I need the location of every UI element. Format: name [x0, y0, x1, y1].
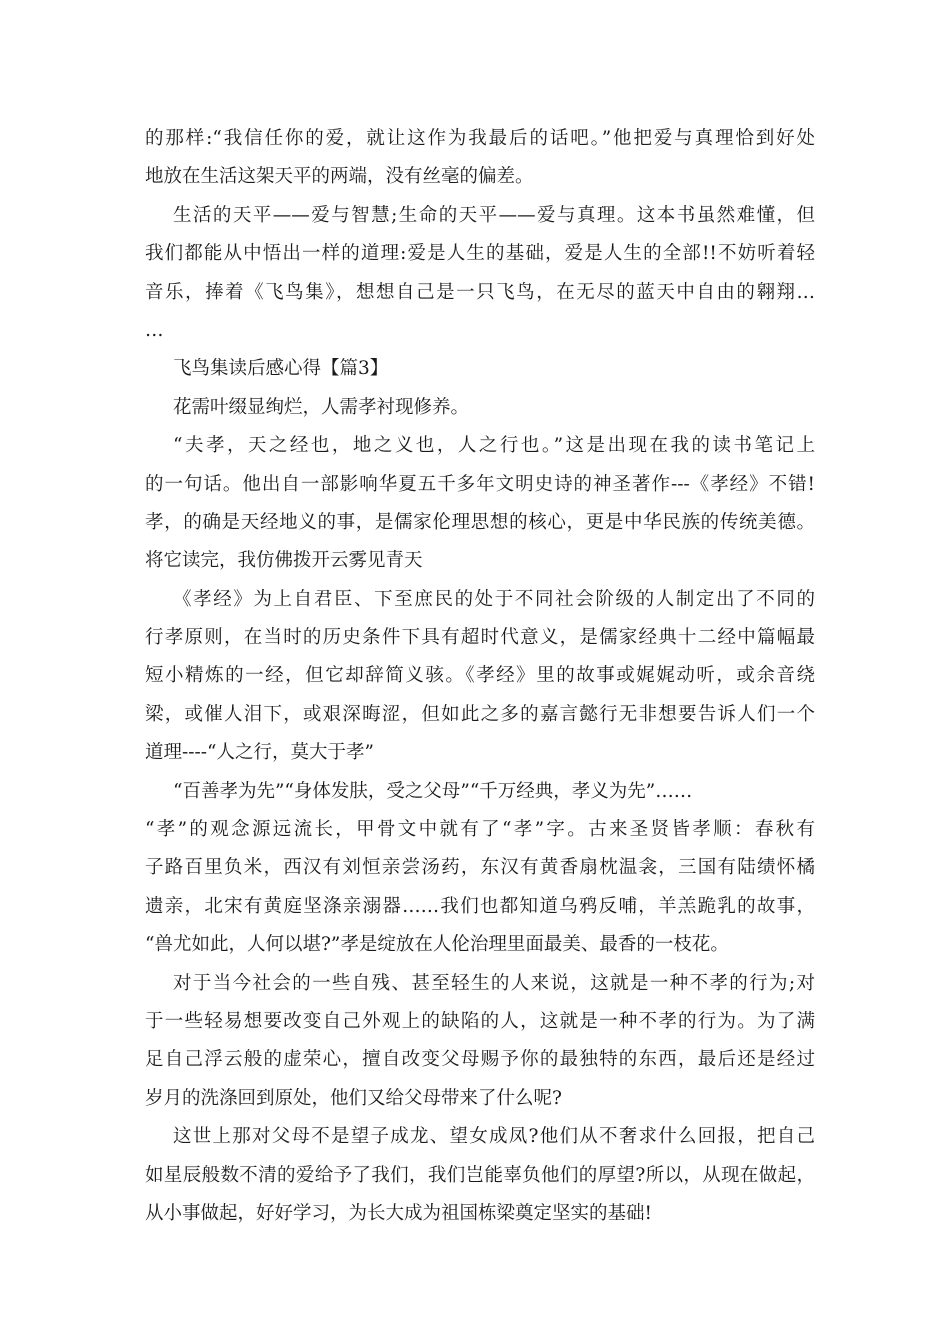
text-line: 子路百里负米，西汉有刘恒亲尝汤药，东汉有黄香扇枕温衾，三国有陆绩怀橘 [145, 857, 815, 879]
text-line: 的一句话。他出自一部影响华夏五千多年文明史诗的神圣著作---《孝经》不错! [145, 473, 815, 495]
text-line: 地放在生活这架天平的两端，没有丝毫的偏差。 [145, 166, 534, 188]
text-line: 遗亲，北宋有黄庭坚涤亲溺器……我们也都知道乌鸦反哺，羊羔跪乳的故事， [145, 895, 815, 917]
text-line: 生活的天平——爱与智慧;生命的天平——爱与真理。这本书虽然难懂，但 [173, 204, 815, 226]
text-line: 道理----“人之行，莫大于孝” [145, 742, 374, 764]
text-line: “百善孝为先”“身体发肤，受之父母”“千万经典，孝义为先”…… [173, 780, 693, 802]
text-line: 飞鸟集读后感心得【篇3】 [173, 358, 389, 380]
text-line: 音乐，捧着《飞鸟集》，想想自己是一只飞鸟，在无尽的蓝天中自由的翱翔… [145, 281, 815, 303]
text-line: “兽尤如此，人何以堪?”孝是绽放在人伦治理里面最美、最香的一枝花。 [145, 934, 729, 956]
text-line: 岁月的洗涤回到原处，他们又给父母带来了什么呢? [145, 1087, 562, 1109]
text-line: 如星辰般数不清的爱给予了我们，我们岂能辜负他们的厚望?所以，从现在做起， [145, 1164, 815, 1186]
text-line: 于一些轻易想要改变自己外观上的缺陷的人，这就是一种不孝的行为。为了满 [145, 1010, 815, 1032]
document-body [145, 120, 815, 1233]
text-line: 对于当今社会的一些自残、甚至轻生的人来说，这就是一种不孝的行为;对 [173, 972, 815, 994]
text-line: 《孝经》为上自君臣、下至庶民的处于不同社会阶级的人制定出了不同的 [173, 588, 815, 610]
text-line: 从小事做起，好好学习，为长大成为祖国栋梁奠定坚实的基础! [145, 1202, 652, 1224]
text-line: … [145, 319, 164, 341]
text-line: 我们都能从中悟出一样的道理:爱是人生的基础，爱是人生的全部!!不妨听着轻 [145, 243, 815, 265]
text-line: 花需叶缀显绚烂，人需孝衬现修养。 [173, 396, 470, 418]
text-line: 的那样:“我信任你的爱，就让这作为我最后的话吧。”他把爱与真理恰到好处 [145, 128, 815, 149]
text-line: 这世上那对父母不是望子成龙、望女成凤?他们从不奢求什么回报，把自己 [173, 1126, 815, 1148]
text-line: “夫孝，天之经也，地之义也，人之行也。”这是出现在我的读书笔记上 [173, 435, 815, 457]
text-line: 行孝原则，在当时的历史条件下具有超时代意义，是儒家经典十二经中篇幅最 [145, 627, 815, 649]
text-line: 足自己浮云般的虚荣心，擅自改变父母赐予你的最独特的东西，最后还是经过 [145, 1049, 815, 1071]
text-line: 将它读完，我仿佛拨开云雾见青天 [145, 550, 423, 572]
text-line: 梁，或催人泪下，或艰深晦涩，但如此之多的嘉言懿行无非想要告诉人们一个 [145, 703, 815, 725]
text-line: 孝，的确是天经地义的事，是儒家伦理思想的核心，更是中华民族的传统美德。 [145, 511, 815, 533]
text-line: “孝”的观念源远流长，甲骨文中就有了“孝”字。古来圣贤皆孝顺：春秋有 [145, 819, 815, 841]
text-line: 短小精炼的一经，但它却辞简义骇。《孝经》里的故事或娓娓动听，或余音绕 [145, 665, 815, 687]
